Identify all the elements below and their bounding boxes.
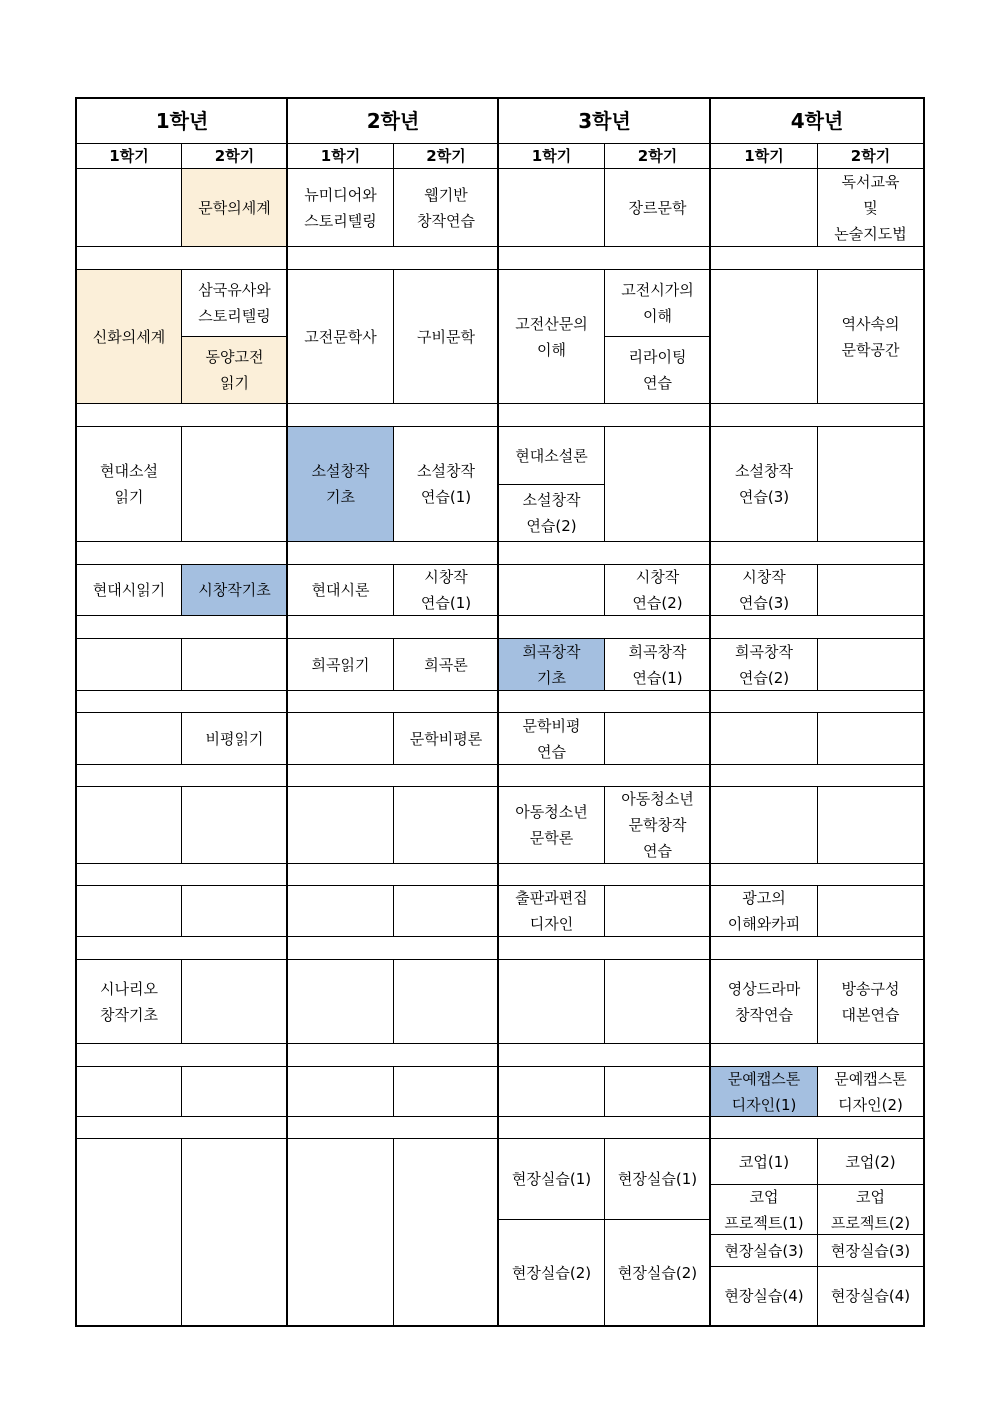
empty-cell [76,1066,182,1117]
empty-cell [498,1066,605,1117]
spacer-row [498,615,711,639]
spacer-row [76,541,288,565]
course-cell [76,426,182,542]
cell-text: 현장실습(4) [830,1287,911,1305]
course-cell [181,564,288,616]
cell-text: 1학기 [320,147,361,165]
spacer-row [710,615,924,639]
spacer-row [76,615,288,639]
spacer-row [287,863,499,886]
cell-text: 시나리오 창작기초 [100,979,158,1024]
course-cell [393,269,499,404]
empty-cell [181,1138,288,1326]
course-cell [393,426,499,542]
empty-cell [393,1138,499,1326]
empty-cell [181,426,288,542]
empty-cell [76,168,182,247]
cell-text: 시창작 연습(3) [738,568,790,612]
cell-text: 현장실습(3) [724,1241,804,1260]
course-cell [498,786,605,864]
empty-cell [181,786,288,864]
cell-text: 1학기 [531,147,572,165]
course-cell [604,638,711,691]
spacer-row [710,403,924,427]
cell-text: 고전산문의 이해 [515,314,588,359]
course-cell [498,712,605,765]
spacer-row [498,764,711,787]
cell-text: 고전문학사 [304,327,377,346]
empty-cell [287,885,394,937]
cell-text: 광고의 이해와카피 [727,889,801,933]
spacer-row [76,690,288,713]
empty-cell [287,959,394,1044]
cell-text: 아동청소년 문학론 [515,803,588,847]
cell-text: 현대소설 읽기 [100,462,158,506]
cell-text: 현장실습(4) [724,1287,804,1305]
year-header [710,98,924,144]
cell-text: 2학기 [637,147,678,165]
empty-cell [181,1066,288,1117]
empty-cell [287,712,394,765]
spacer-row [287,541,499,565]
empty-cell [181,638,288,691]
spacer-row [76,936,288,960]
cell-text: 3학년 [578,109,631,133]
empty-cell [710,269,818,404]
spacer-row [710,936,924,960]
semester-header [604,143,711,169]
empty-cell [76,786,182,864]
course-cell [604,269,711,337]
cell-text: 소설창작 기초 [311,462,370,506]
empty-cell [181,959,288,1044]
spacer-row [710,863,924,886]
cell-text: 코업(2) [845,1152,896,1171]
course-cell [710,1138,818,1185]
cell-text: 문학의세계 [198,198,271,217]
cell-text: 고전시가의 이해 [621,281,694,325]
spacer-row [287,403,499,427]
spacer-row [498,936,711,960]
empty-cell [817,885,924,937]
course-cell [181,269,288,337]
course-cell [393,712,499,765]
course-cell [76,564,182,616]
course-cell [498,885,605,937]
cell-text: 구비문학 [417,327,475,346]
cell-text: 현장실습(2) [617,1263,698,1282]
course-cell [498,1138,605,1220]
cell-text: 1학기 [109,147,149,165]
empty-cell [393,885,499,937]
empty-cell [604,959,711,1044]
empty-cell [76,1138,182,1326]
cell-text: 2학년 [366,109,420,133]
cell-text: 현장실습(3) [830,1241,911,1260]
course-cell [393,168,499,247]
course-cell [181,336,288,404]
empty-cell [710,786,818,864]
course-cell [181,168,288,247]
course-cell [604,786,711,864]
cell-text: 영상드라마 창작연습 [727,979,801,1024]
cell-text: 현대시읽기 [92,581,166,599]
empty-cell [393,959,499,1044]
course-cell [498,426,605,485]
cell-text: 문예캡스톤 디자인(2) [834,1069,907,1114]
semester-header [393,143,499,169]
cell-text: 현장실습(1) [617,1170,698,1188]
course-cell [76,959,182,1044]
course-cell [287,426,394,542]
spacer-row [498,690,711,713]
cell-text: 장르문학 [628,198,687,217]
spacer-row [287,1043,499,1067]
course-cell [498,269,605,404]
course-cell [817,1066,924,1117]
course-cell [710,1266,818,1326]
empty-cell [498,959,605,1044]
empty-cell [76,885,182,937]
spacer-row [287,764,499,787]
course-cell [817,959,924,1044]
cell-text: 방송구성 대본연습 [841,979,900,1024]
year-header [287,98,499,144]
course-cell [710,885,818,937]
spacer-row [76,863,288,886]
cell-text: 현대소설론 [515,446,588,465]
course-cell [817,1234,924,1267]
spacer-row [498,541,711,565]
semester-header [710,143,818,169]
course-cell [710,1066,818,1117]
course-cell [604,1219,711,1326]
spacer-row [76,1043,288,1067]
cell-text: 현대시론 [311,581,370,599]
cell-text: 아동청소년 문학창작 연습 [621,790,694,860]
empty-cell [287,1066,394,1117]
cell-text: 현장실습(1) [511,1170,592,1188]
cell-text: 희곡읽기 [311,655,370,674]
empty-cell [393,786,499,864]
spacer-row [710,246,924,270]
year-header [76,98,288,144]
course-cell [817,1138,924,1185]
cell-text: 희곡창작 연습(1) [628,642,687,687]
cell-text: 2학기 [426,147,466,165]
empty-cell [604,712,711,765]
cell-text: 문학비평 연습 [522,716,581,761]
course-cell [287,564,394,616]
cell-text: 소설창작 연습(1) [417,462,475,506]
course-cell [817,1184,924,1235]
cell-text: 역사속의 문학공간 [841,314,900,359]
cell-text: 독서교육 및 논술지도법 [834,172,907,243]
spacer-row [76,764,288,787]
cell-text: 1학년 [155,109,209,133]
course-cell [498,1219,605,1326]
cell-text: 시창작 연습(1) [420,568,472,612]
cell-text: 4학년 [790,109,844,133]
course-cell [604,168,711,247]
course-cell [76,269,182,404]
cell-text: 시창작기초 [198,581,271,599]
course-cell [817,168,924,247]
empty-cell [817,712,924,765]
empty-cell [817,786,924,864]
cell-text: 현장실습(2) [511,1263,592,1282]
spacer-row [76,246,288,270]
semester-header [287,143,394,169]
cell-text: 신화의세계 [92,327,166,346]
spacer-row [710,541,924,565]
spacer-row [498,403,711,427]
cell-text: 동양고전 읽기 [205,348,264,392]
empty-cell [710,168,818,247]
cell-text: 리라이팅 연습 [628,348,687,392]
empty-cell [393,1066,499,1117]
cell-text: 문학비평론 [409,729,483,748]
cell-text: 2학기 [850,147,891,165]
spacer-row [287,1116,499,1139]
cell-text: 희곡창작 연습(2) [735,642,793,687]
empty-cell [287,1138,394,1326]
empty-cell [817,638,924,691]
course-cell [710,959,818,1044]
cell-text: 웹기반 창작연습 [417,185,475,230]
course-cell [393,638,499,691]
cell-text: 뉴미디어와 스토리텔링 [304,185,377,230]
spacer-row [710,690,924,713]
cell-text: 희곡론 [424,655,468,674]
cell-text: 문예캡스톤 디자인(1) [727,1069,801,1114]
course-cell [287,638,394,691]
year-header [498,98,711,144]
course-cell [181,712,288,765]
cell-text: 1학기 [744,147,784,165]
empty-cell [604,1066,711,1117]
cell-text: 삼국유사와 스토리텔링 [198,281,271,325]
course-cell [498,638,605,691]
course-cell [287,168,394,247]
empty-cell [498,564,605,616]
empty-cell [817,564,924,616]
semester-header [498,143,605,169]
spacer-row [287,936,499,960]
spacer-row [710,1043,924,1067]
spacer-row [498,1116,711,1139]
spacer-row [498,246,711,270]
semester-header [817,143,924,169]
cell-text: 코업 프로젝트(2) [830,1187,911,1232]
cell-text: 코업(1) [738,1152,790,1171]
empty-cell [817,426,924,542]
empty-cell [604,426,711,542]
course-cell [498,484,605,542]
course-cell [604,564,711,616]
semester-header [181,143,288,169]
empty-cell [498,168,605,247]
course-cell [604,1138,711,1220]
empty-cell [710,712,818,765]
cell-text: 희곡창작 기초 [522,642,581,687]
empty-cell [604,885,711,937]
course-cell [393,564,499,616]
cell-text: 소설창작 연습(3) [735,462,793,506]
empty-cell [287,786,394,864]
spacer-row [76,1116,288,1139]
spacer-row [287,690,499,713]
course-cell [710,564,818,616]
course-cell [287,269,394,404]
spacer-row [76,403,288,427]
course-cell [710,1234,818,1267]
course-cell [817,1266,924,1326]
spacer-row [498,863,711,886]
spacer-row [710,764,924,787]
spacer-row [287,246,499,270]
course-cell [604,336,711,404]
spacer-row [287,615,499,639]
empty-cell [76,712,182,765]
semester-header [76,143,182,169]
cell-text: 비평읽기 [205,729,264,748]
course-cell [710,638,818,691]
cell-text: 출판과편집 디자인 [515,889,588,933]
empty-cell [76,638,182,691]
spacer-row [710,1116,924,1139]
empty-cell [181,885,288,937]
cell-text: 코업 프로젝트(1) [724,1187,804,1232]
course-cell [710,1184,818,1235]
cell-text: 2학기 [214,147,255,165]
course-cell [817,269,924,404]
cell-text: 소설창작 연습(2) [522,491,581,535]
spacer-row [498,1043,711,1067]
cell-text: 시창작 연습(2) [632,568,683,612]
course-cell [710,426,818,542]
